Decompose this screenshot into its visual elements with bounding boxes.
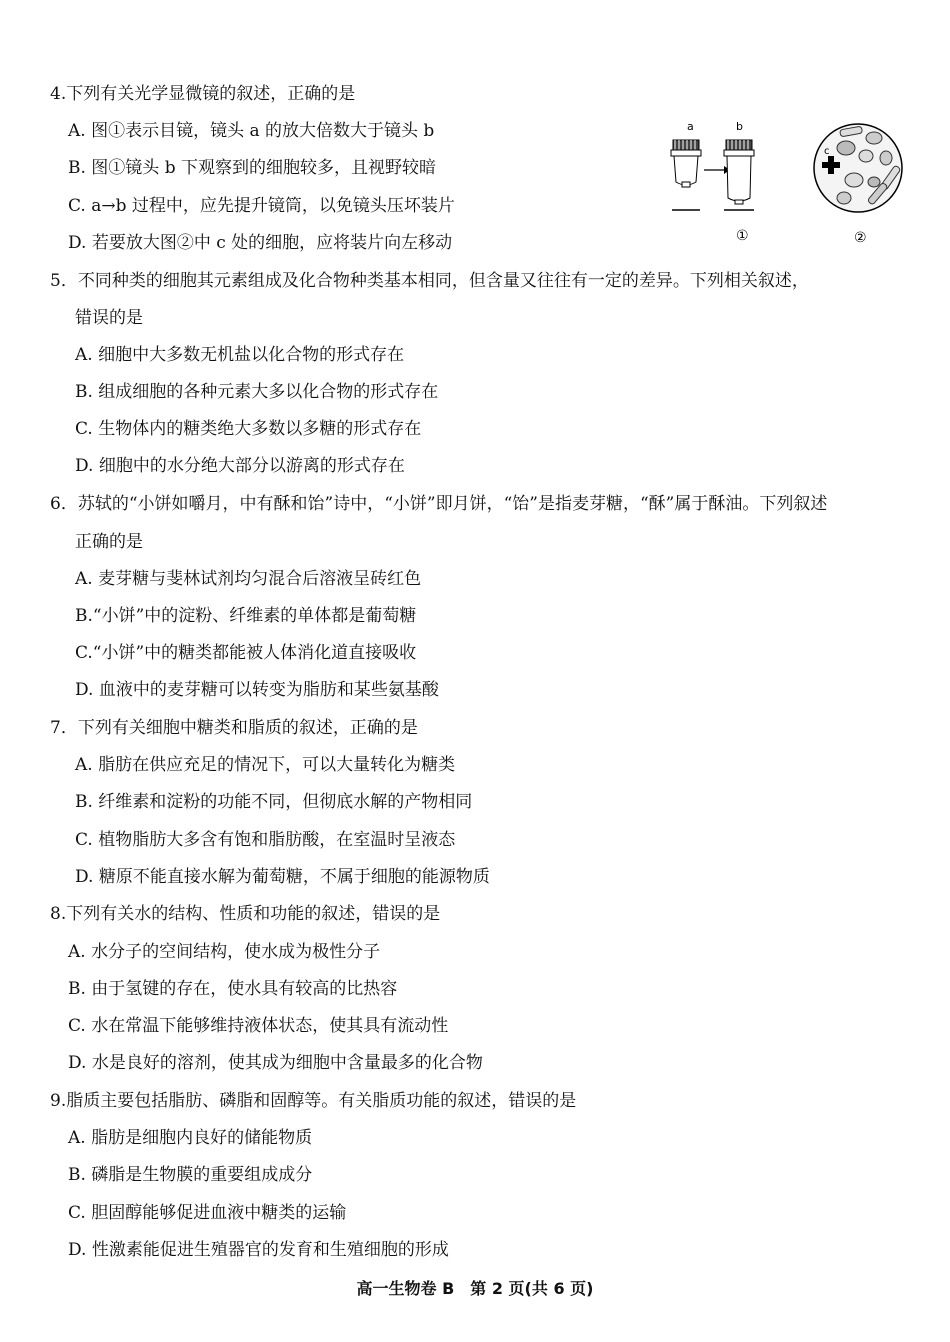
q7-option-c: C. 植物脂肪大多含有饱和脂肪酸，在室温时呈液态 xyxy=(75,830,456,850)
q6-stem-cont: 正确的是 xyxy=(75,532,143,552)
q4-option-a: A. 图①表示目镜，镜头 a 的放大倍数大于镜头 b xyxy=(68,121,435,141)
objective-lens-b-icon xyxy=(724,140,754,210)
q5-option-a: A. 细胞中大多数无机盐以化合物的形式存在 xyxy=(75,345,405,365)
q5-option-c: C. 生物体内的糖类绝大多数以多糖的形式存在 xyxy=(75,419,422,439)
q6-option-c: C.“小饼”中的糖类都能被人体消化道直接吸收 xyxy=(75,643,417,663)
q5-stem-cont: 错误的是 xyxy=(75,308,143,328)
q6-option-a: A. 麦芽糖与斐林试剂均匀混合后溶液呈砖红色 xyxy=(75,569,422,589)
microscope-field-of-view xyxy=(814,124,902,212)
arrow-icon xyxy=(704,166,730,174)
q9-option-c: C. 胆固醇能够促进血液中糖类的运输 xyxy=(68,1203,347,1223)
q8-option-c: C. 水在常温下能够维持液体状态，使其具有流动性 xyxy=(68,1016,449,1036)
q9-option-b: B. 磷脂是生物膜的重要组成成分 xyxy=(68,1165,313,1185)
figure-label-b: b xyxy=(736,120,743,133)
q8-option-d: D. 水是良好的溶剂，使其成为细胞中含量最多的化合物 xyxy=(68,1053,483,1073)
q5-option-b: B. 组成细胞的各种元素大多以化合物的形式存在 xyxy=(75,382,439,402)
q8-stem: 8.下列有关水的结构、性质和功能的叙述，错误的是 xyxy=(50,904,441,924)
q7-option-d: D. 糖原不能直接水解为葡萄糖，不属于细胞的能源物质 xyxy=(75,867,490,887)
figure-label-a: a xyxy=(687,120,694,133)
q5-option-d: D. 细胞中的水分绝大部分以游离的形式存在 xyxy=(75,456,405,476)
q7-option-b: B. 纤维素和淀粉的功能不同，但彻底水解的产物相同 xyxy=(75,792,473,812)
q4-option-b: B. 图①镜头 b 下观察到的细胞较多，且视野较暗 xyxy=(68,158,436,178)
q6-stem: 6．苏轼的“小饼如嚼月，中有酥和饴”诗中，“小饼”即月饼，“饴”是指麦芽糖，“酥”属于酥油。下列叙述 xyxy=(50,494,828,514)
q6-option-d: D. 血液中的麦芽糖可以转变为脂肪和某些氨基酸 xyxy=(75,680,439,700)
figure-caption-2: ② xyxy=(854,230,867,246)
q8-option-b: B. 由于氢键的存在，使水具有较高的比热容 xyxy=(68,979,398,999)
q5-stem: 5．不同种类的细胞其元素组成及化合物种类基本相同，但含量又往往有一定的差异。下列相关叙述， xyxy=(50,271,809,291)
q4-stem: 4.下列有关光学显微镜的叙述，正确的是 xyxy=(50,84,356,104)
q4-option-c: C. a→b 过程中，应先提升镜筒，以免镜头压坏装片 xyxy=(68,196,455,216)
q9-option-d: D. 性激素能促进生殖器官的发育和生殖细胞的形成 xyxy=(68,1240,449,1260)
q9-stem: 9.脂质主要包括脂肪、磷脂和固醇等。有关脂质功能的叙述，错误的是 xyxy=(50,1091,577,1111)
figure-label-c: c xyxy=(824,146,830,157)
figure-caption-1: ① xyxy=(736,228,749,244)
microscope-figure xyxy=(664,118,904,254)
q9-option-a: A. 脂肪是细胞内良好的储能物质 xyxy=(68,1128,313,1148)
q7-stem: 7．下列有关细胞中糖类和脂质的叙述，正确的是 xyxy=(50,718,418,738)
q8-option-a: A. 水分子的空间结构，使水成为极性分子 xyxy=(68,942,381,962)
q6-option-b: B.“小饼”中的淀粉、纤维素的单体都是葡萄糖 xyxy=(75,606,417,626)
page-footer: 高一生物卷 B 第 2 页(共 6 页) xyxy=(356,1279,594,1298)
q7-option-a: A. 脂肪在供应充足的情况下，可以大量转化为糖类 xyxy=(75,755,456,775)
q4-option-d: D. 若要放大图②中 c 处的细胞，应将装片向左移动 xyxy=(68,233,453,253)
objective-lens-a-icon xyxy=(671,140,701,210)
